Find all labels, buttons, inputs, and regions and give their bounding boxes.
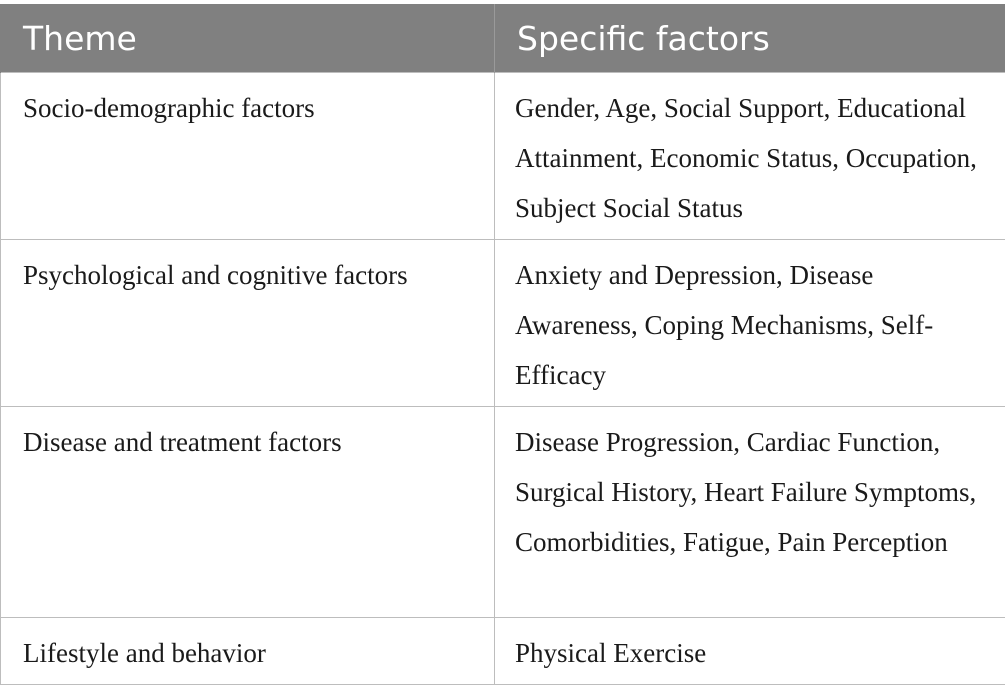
header-specific-factors: Specific factors <box>495 4 1005 73</box>
factors-table <box>0 4 1005 685</box>
theme-cell: Socio-demographic factors <box>1 73 495 240</box>
theme-cell: Psychological and cognitive factors <box>1 240 495 407</box>
factors-cell: Disease Progression, Cardiac Function, Surgical History, Heart Failure Symptoms, Comorbidities, Fatigue, Pain Perception <box>495 407 1005 618</box>
header-theme: Theme <box>1 4 495 73</box>
table-row <box>1 73 1005 240</box>
table-header <box>1 4 1005 73</box>
table-row <box>1 240 1005 407</box>
factors-cell: Physical Exercise <box>495 618 1005 685</box>
factors-table-container <box>0 4 1005 685</box>
factors-cell: Anxiety and Depression, Disease Awareness, Coping Mechanisms, Self-Efficacy <box>495 240 1005 407</box>
table-row <box>1 407 1005 618</box>
table-body <box>1 73 1005 685</box>
factors-cell: Gender, Age, Social Support, Educational Attainment, Economic Status, Occupation, Subject Social Status <box>495 73 1005 240</box>
theme-cell: Disease and treatment factors <box>1 407 495 618</box>
theme-cell: Lifestyle and behavior <box>1 618 495 685</box>
table-row <box>1 618 1005 685</box>
header-row <box>1 4 1005 73</box>
